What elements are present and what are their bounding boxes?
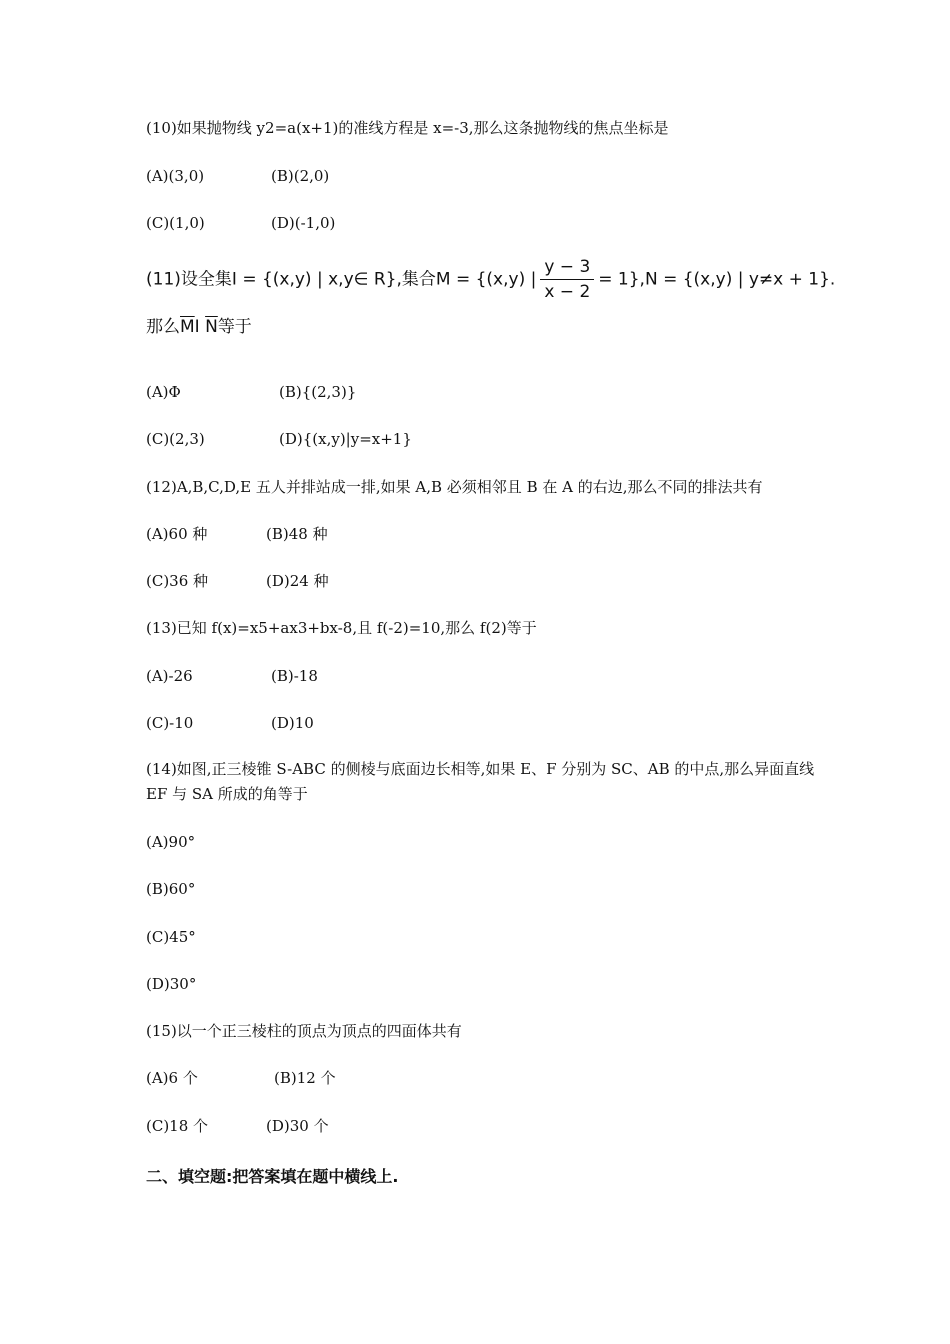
- q10-option-d: (D)(-1,0): [271, 214, 336, 232]
- q14-option-d: (D)30°: [146, 975, 197, 993]
- q14-stem: (14)如图,正三棱锥 S-ABC 的侧棱与底面边长相等,如果 E、F 分别为 SC、AB 的中点,那么异面直线 EF 与 SA 所成的角等于: [146, 760, 815, 803]
- q11-fraction-numerator: y − 3: [540, 257, 594, 280]
- q10-option-a: (A)(3,0): [146, 167, 205, 185]
- q11-option-b: (B){(2,3)}: [279, 383, 357, 401]
- q11-part1: (11)设全集I = {(x,y) | x,y∈ R},集合M = {(x,y) |: [146, 269, 537, 290]
- q14-option-c: (C)45°: [146, 928, 196, 946]
- q11-fraction-denominator: x − 2: [544, 282, 591, 302]
- q13-option-a: (A)-26: [146, 667, 193, 685]
- q10-option-c: (C)(1,0): [146, 214, 205, 232]
- q15-option-a: (A)6 个: [146, 1069, 198, 1087]
- q11-option-d: (D){(x,y)|y=x+1}: [279, 430, 412, 448]
- q11-line2-pre: 那么: [146, 317, 180, 337]
- q15-option-c: (C)18 个: [146, 1117, 209, 1135]
- q11-option-a: (A)Φ: [146, 383, 181, 401]
- q11-stem-line2: [146, 312, 252, 337]
- q11-n-complement: $\overline{N}$: [205, 317, 218, 337]
- q13-stem: (13)已知 f(x)=x5+ax3+bx-8,且 f(-2)=10,那么 f(2)等于: [146, 619, 537, 637]
- q10-stem: (10)如果抛物线 y2=a(x+1)的准线方程是 x=-3,那么这条抛物线的焦点坐标是: [146, 119, 669, 137]
- q10-option-b: (B)(2,0): [271, 167, 330, 185]
- q12-option-d: (D)24 种: [266, 572, 329, 590]
- q14-option-b: (B)60°: [146, 880, 196, 898]
- q11-line2-post: 等于: [217, 317, 252, 337]
- q13-option-d: (D)10: [271, 714, 314, 732]
- q11-stem-line1: [146, 257, 835, 302]
- q12-option-b: (B)48 种: [266, 525, 328, 543]
- q11-fraction: [540, 257, 594, 302]
- q12-stem: (12)A,B,C,D,E 五人并排站成一排,如果 A,B 必须相邻且 B 在 A 的右边,那么不同的排法共有: [146, 478, 763, 496]
- q15-stem: (15)以一个正三棱柱的顶点为顶点的四面体共有: [146, 1022, 462, 1040]
- q11-option-c: (C)(2,3): [146, 430, 205, 448]
- q15-option-d: (D)30 个: [266, 1117, 329, 1135]
- q15-option-b: (B)12 个: [274, 1069, 336, 1087]
- q13-option-c: (C)-10: [146, 714, 194, 732]
- q14-option-a: (A)90°: [146, 833, 196, 851]
- q11-part2: = 1},N = {(x,y) | y≠x + 1}.: [598, 269, 836, 290]
- q12-option-c: (C)36 种: [146, 572, 209, 590]
- section-heading-fill-in: 二、填空题:把答案填在题中横线上.: [146, 1167, 399, 1186]
- q12-option-a: (A)60 种: [146, 525, 208, 543]
- q13-option-b: (B)-18: [271, 667, 318, 685]
- q11-intersect-symbol: I: [194, 317, 200, 337]
- q11-m-complement: $\overline{M}$: [180, 317, 195, 337]
